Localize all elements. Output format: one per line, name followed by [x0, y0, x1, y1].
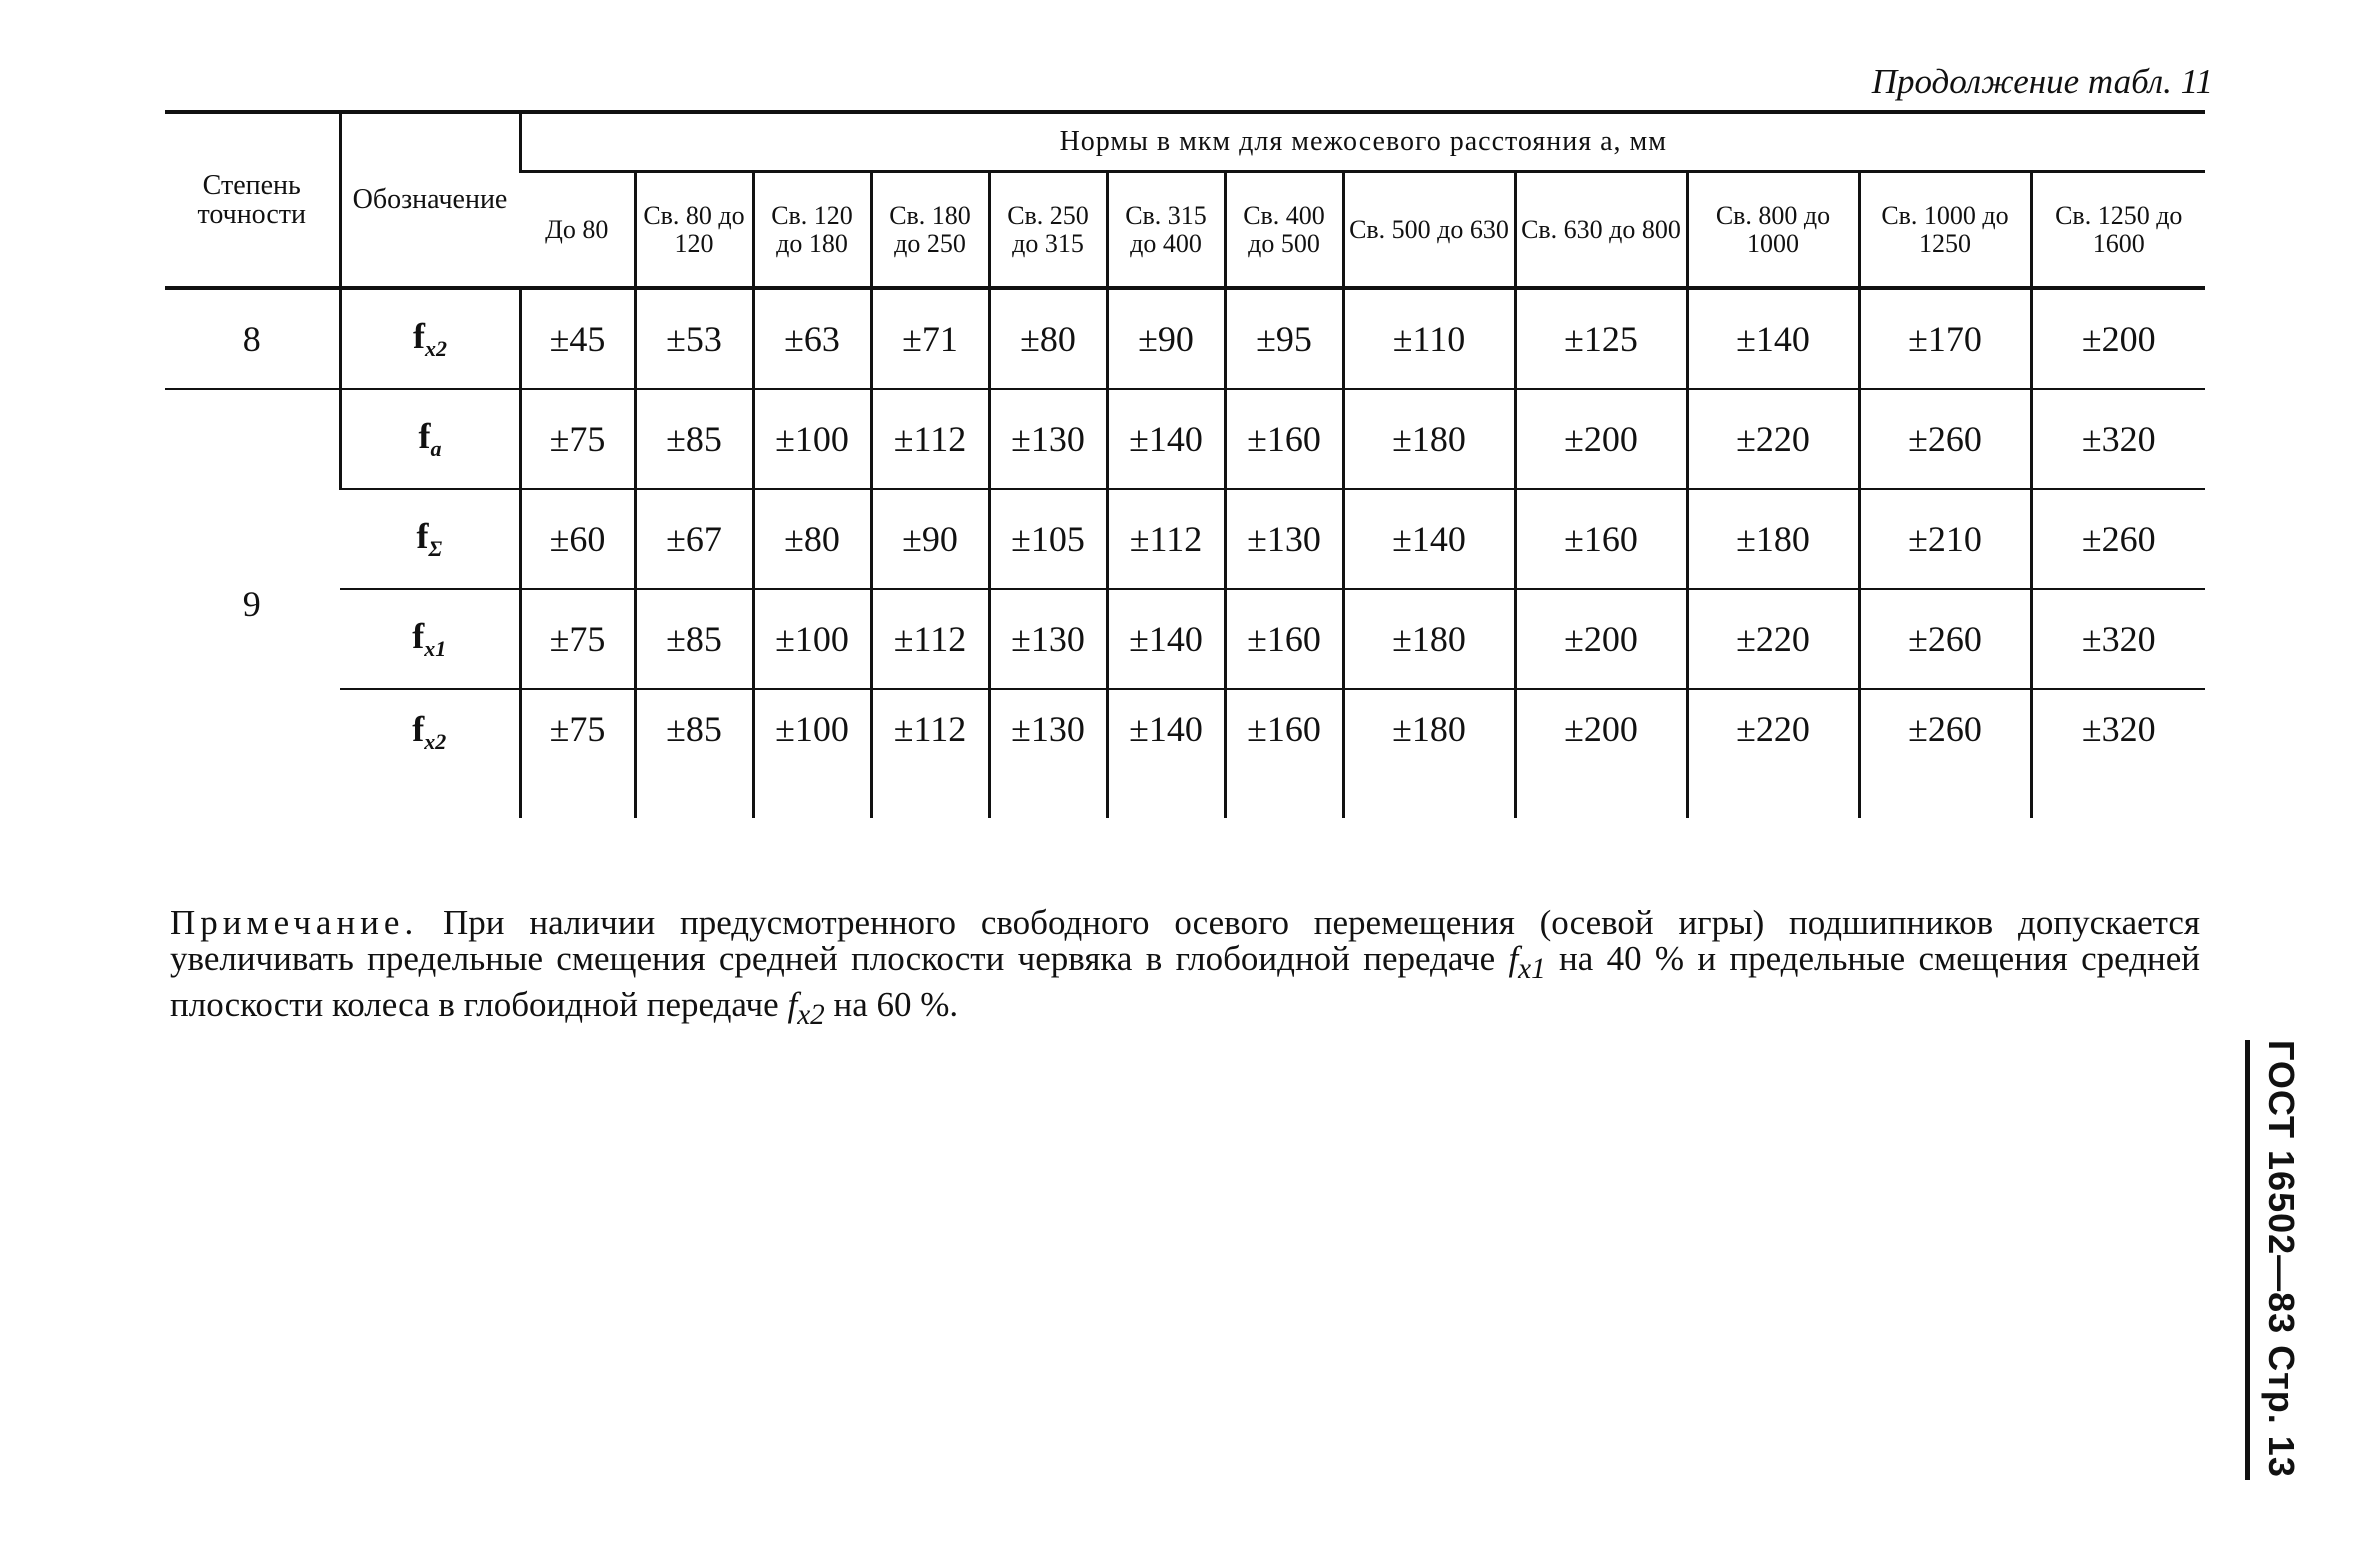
- value-cell: ±71: [871, 288, 989, 389]
- value-cell: ±180: [1343, 389, 1515, 489]
- symbol-letter: f: [413, 316, 425, 357]
- value-cell: ±75: [520, 389, 635, 489]
- value-cell: ±85: [635, 589, 753, 689]
- value-cell: ±60: [520, 489, 635, 589]
- table-row: [165, 489, 2205, 589]
- value-cell: ±140: [1107, 389, 1225, 489]
- header-grade: Степень точности: [165, 112, 340, 288]
- value-cell: ±112: [871, 389, 989, 489]
- value-cell: ±130: [1225, 489, 1343, 589]
- value-cell: ±140: [1687, 288, 1859, 389]
- value-cell: ±75: [520, 689, 635, 818]
- range-header: До 80: [520, 172, 635, 289]
- value-cell: ±67: [635, 489, 753, 589]
- norms-table-wrapper: [165, 110, 2205, 818]
- symbol-subscript: x2: [424, 729, 447, 755]
- note-subscript-1: x1: [1518, 953, 1546, 985]
- note-text-1: При наличии предусмотренного свободного осевого перемещения (осевой игры) подшипников допускается увеличивать предельные смещения средней плоскости червяка в глобоидной передаче: [170, 903, 2200, 978]
- value-cell: ±200: [2031, 288, 2205, 389]
- value-cell: ±53: [635, 288, 753, 389]
- value-cell: ±100: [753, 689, 871, 818]
- range-header: Св. 1250 до 1600: [2031, 172, 2205, 289]
- gost-stamp-text: ГОСТ 16502—83 Стр. 13: [2261, 1040, 2302, 1478]
- grade-cell: 9: [242, 584, 261, 624]
- note-text-3: на 60 %.: [824, 985, 959, 1024]
- value-cell: ±100: [753, 589, 871, 689]
- value-cell: ±125: [1515, 288, 1687, 389]
- value-cell: ±320: [2031, 589, 2205, 689]
- symbol-cell: [340, 589, 520, 689]
- range-header: Св. 120 до 180: [753, 172, 871, 289]
- table-row: [165, 288, 2205, 389]
- range-header: Св. 180 до 250: [871, 172, 989, 289]
- value-cell: ±75: [520, 589, 635, 689]
- table-row: [165, 689, 2205, 818]
- symbol-subscript: x2: [425, 336, 447, 362]
- value-cell: ±140: [1107, 589, 1225, 689]
- value-cell: ±85: [635, 389, 753, 489]
- value-cell: ±112: [1107, 489, 1225, 589]
- value-cell: ±260: [1859, 689, 2031, 818]
- value-cell: ±90: [871, 489, 989, 589]
- value-cell: ±80: [753, 489, 871, 589]
- range-header: Св. 250 до 315: [989, 172, 1107, 289]
- value-cell: ±200: [1515, 689, 1687, 818]
- value-cell: ±63: [753, 288, 871, 389]
- symbol-subscript: x1: [424, 636, 447, 662]
- symbol-cell: [340, 489, 520, 589]
- note-label: Примечание.: [170, 903, 419, 942]
- gost-page-stamp: [2245, 1040, 2320, 1480]
- note-symbol-2: f: [787, 985, 798, 1024]
- value-cell: ±260: [1859, 589, 2031, 689]
- value-cell: ±180: [1343, 689, 1515, 818]
- value-cell: ±180: [1343, 589, 1515, 689]
- range-header: Св. 80 до 120: [635, 172, 753, 289]
- value-cell: ±210: [1859, 489, 2031, 589]
- range-header: Св. 400 до 500: [1225, 172, 1343, 289]
- value-cell: ±100: [753, 389, 871, 489]
- symbol-letter: f: [416, 516, 429, 557]
- range-header: Св. 630 до 800: [1515, 172, 1687, 289]
- value-cell: ±220: [1687, 589, 1859, 689]
- value-cell: ±160: [1225, 589, 1343, 689]
- symbol-cell: [340, 689, 520, 818]
- value-cell: ±160: [1515, 489, 1687, 589]
- value-cell: ±130: [989, 389, 1107, 489]
- value-cell: ±140: [1343, 489, 1515, 589]
- value-cell: ±130: [989, 589, 1107, 689]
- value-cell: ±220: [1687, 389, 1859, 489]
- value-cell: ±160: [1225, 689, 1343, 818]
- range-header: Св. 500 до 630: [1343, 172, 1515, 289]
- value-cell: ±160: [1225, 389, 1343, 489]
- value-cell: ±170: [1859, 288, 2031, 389]
- header-symbol: Обозначение: [340, 112, 520, 288]
- grade-cell: 8: [165, 288, 340, 389]
- value-cell: ±260: [1859, 389, 2031, 489]
- value-cell: ±200: [1515, 589, 1687, 689]
- value-cell: ±110: [1343, 288, 1515, 389]
- symbol-cell: [340, 389, 520, 489]
- note-subscript-2: x2: [797, 999, 825, 1031]
- value-cell: ±320: [2031, 389, 2205, 489]
- header-group-title: Нормы в мкм для межосевого расстояния a, мм: [520, 112, 2205, 172]
- value-cell: ±80: [989, 288, 1107, 389]
- value-cell: ±200: [1515, 389, 1687, 489]
- range-header: Св. 315 до 400: [1107, 172, 1225, 289]
- symbol-cell: [340, 288, 520, 389]
- range-header: Св. 800 до 1000: [1687, 172, 1859, 289]
- note-text-2: на 40 % и предельные смещения средней плоскости колеса в глобоидной передаче: [170, 939, 2200, 1024]
- norms-table: [165, 110, 2205, 818]
- value-cell: ±112: [871, 689, 989, 818]
- symbol-subscript: a: [430, 436, 442, 462]
- table-row: [165, 589, 2205, 689]
- table-row: [165, 389, 2205, 489]
- value-cell: ±140: [1107, 689, 1225, 818]
- value-cell: ±220: [1687, 689, 1859, 818]
- value-cell: ±320: [2031, 689, 2205, 818]
- value-cell: ±45: [520, 288, 635, 389]
- value-cell: ±130: [989, 689, 1107, 818]
- symbol-subscript: Σ: [428, 536, 443, 562]
- note-symbol-1: f: [1508, 939, 1519, 978]
- value-cell: ±112: [871, 589, 989, 689]
- value-cell: ±85: [635, 689, 753, 818]
- value-cell: ±95: [1225, 288, 1343, 389]
- symbol-letter: f: [418, 416, 431, 457]
- continuation-caption: Продолжение табл. 11: [1871, 62, 2213, 101]
- value-cell: ±180: [1687, 489, 1859, 589]
- symbol-letter: f: [412, 616, 425, 657]
- value-cell: ±105: [989, 489, 1107, 589]
- table-note: [170, 905, 2200, 1033]
- value-cell: ±260: [2031, 489, 2205, 589]
- value-cell: ±90: [1107, 288, 1225, 389]
- symbol-letter: f: [412, 709, 425, 749]
- range-header: Св. 1000 до 1250: [1859, 172, 2031, 289]
